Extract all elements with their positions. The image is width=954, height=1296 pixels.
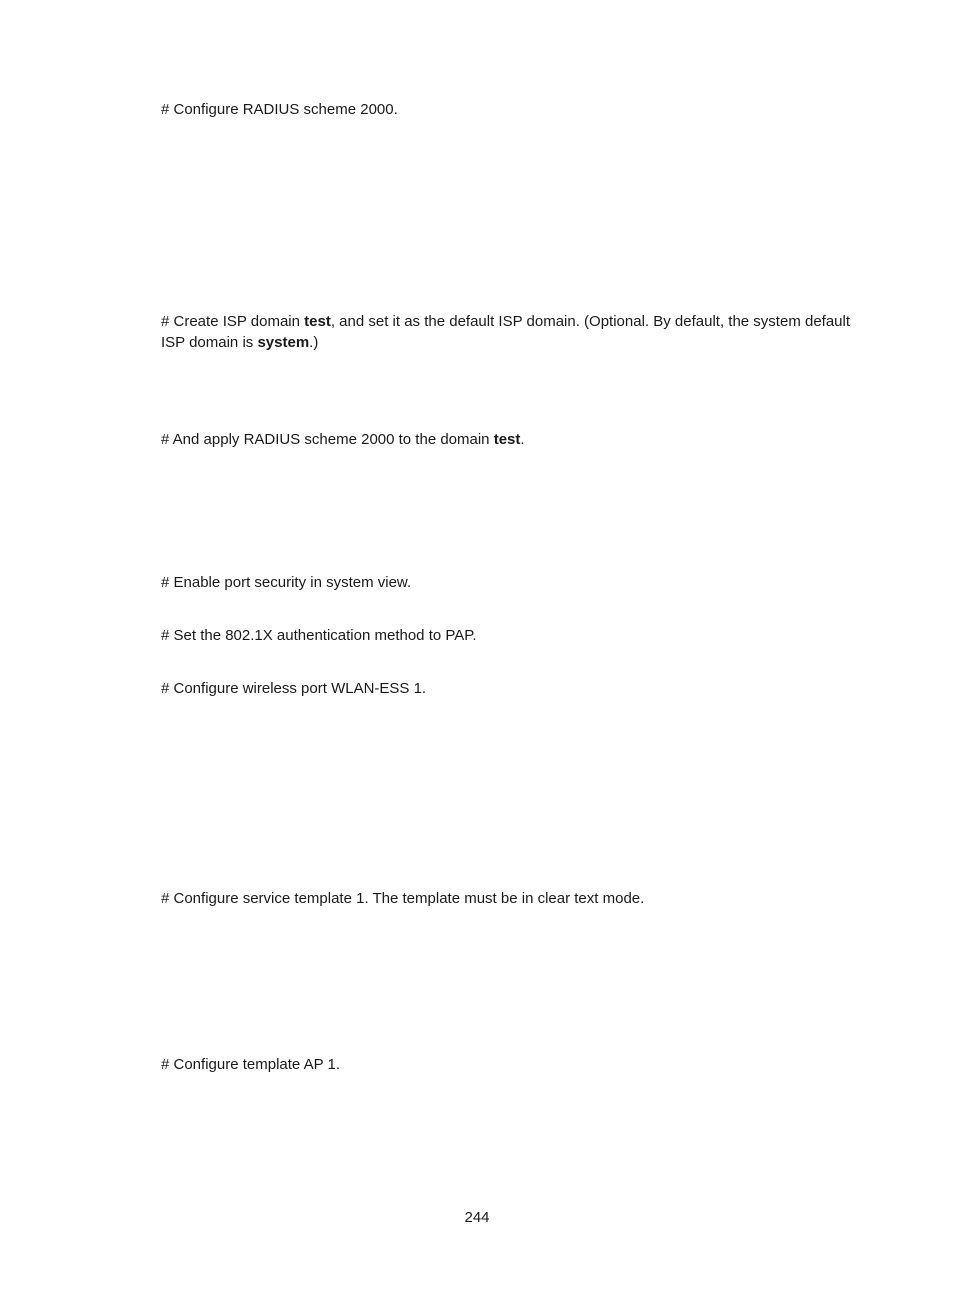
paragraph-text: .): [309, 334, 319, 351]
paragraph-text: # Configure template AP 1.: [161, 1056, 341, 1073]
page-number: 244: [464, 1209, 490, 1226]
bold-domain-name: test: [493, 431, 521, 448]
paragraph-text: .: [520, 431, 525, 448]
paragraph-text: # Configure RADIUS scheme 2000.: [161, 101, 398, 118]
paragraph-enable-port-security: [161, 572, 866, 593]
paragraph-configure-template-ap: [161, 1054, 866, 1075]
paragraph-configure-radius-scheme: [161, 99, 866, 120]
paragraph-apply-radius-scheme: [161, 429, 866, 450]
paragraph-configure-wireless-port: [161, 678, 866, 699]
paragraph-configure-service-template: [161, 888, 866, 909]
paragraph-text: # Set the 802.1X authentication method to PAP.: [161, 627, 477, 644]
paragraph-text: # Configure wireless port WLAN-ESS 1.: [161, 680, 427, 697]
paragraph-text: # Enable port security in system view.: [161, 574, 412, 591]
bold-system-domain: system: [257, 334, 310, 351]
paragraph-text: , and set it as the default ISP domain. (Optional. By default, the system default ISP domain is: [161, 313, 851, 351]
paragraph-text: # Create ISP domain: [161, 313, 305, 330]
bold-domain-name: test: [304, 313, 331, 330]
paragraph-create-isp-domain: [161, 311, 866, 353]
paragraph-text: # And apply RADIUS scheme 2000 to the domain: [161, 431, 494, 448]
paragraph-text: # Configure service template 1. The template must be in clear text mode.: [161, 890, 645, 907]
paragraph-set-authentication-method: [161, 625, 866, 646]
